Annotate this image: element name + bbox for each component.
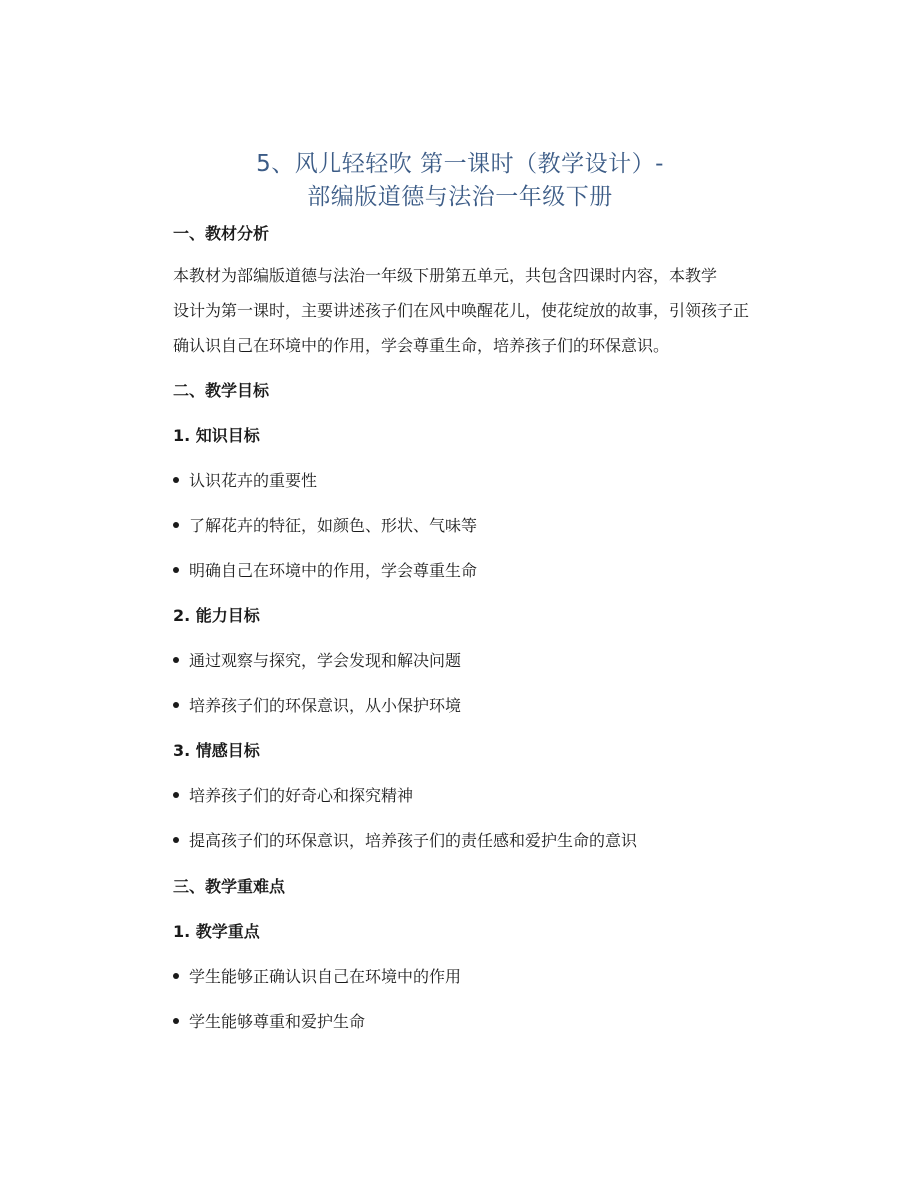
subheading-emotion-goals: 3. 情感目标	[173, 741, 260, 760]
list-item: 培养孩子们的环保意识，从小保护环境	[173, 693, 461, 716]
bullet-icon	[173, 792, 179, 798]
section-heading-materials: 一、教材分析	[173, 224, 270, 243]
list-item: 认识花卉的重要性	[173, 468, 317, 491]
section-heading-key-points: 三、教学重难点	[173, 877, 286, 896]
bullet-icon	[173, 657, 179, 663]
list-item: 通过观察与探究，学会发现和解决问题	[173, 648, 461, 671]
bullet-icon	[173, 702, 179, 708]
bullet-icon	[173, 477, 179, 483]
document-title-line-2: 部编版道德与法治一年级下册	[307, 184, 613, 210]
document-title-line-1: 5、风儿轻轻吹 第一课时（教学设计）-	[256, 151, 664, 177]
bullet-icon	[173, 567, 179, 573]
paragraph-line: 确认识自己在环境中的作用，学会尊重生命，培养孩子们的环保意识。	[173, 336, 670, 355]
section-heading-goals: 二、教学目标	[173, 381, 270, 400]
list-item: 了解花卉的特征，如颜色、形状、气味等	[173, 513, 477, 536]
list-item: 明确自己在环境中的作用，学会尊重生命	[173, 558, 477, 581]
bullet-icon	[173, 837, 179, 843]
bullet-icon	[173, 973, 179, 979]
subheading-teaching-focus: 1. 教学重点	[173, 922, 260, 941]
list-item: 提高孩子们的环保意识，培养孩子们的责任感和爱护生命的意识	[173, 828, 637, 851]
bullet-icon	[173, 522, 179, 528]
list-item: 培养孩子们的好奇心和探究精神	[173, 783, 413, 806]
subheading-ability-goals: 2. 能力目标	[173, 606, 260, 625]
bullet-icon	[173, 1018, 179, 1024]
list-item: 学生能够尊重和爱护生命	[173, 1009, 365, 1032]
subheading-knowledge-goals: 1. 知识目标	[173, 426, 260, 445]
list-item: 学生能够正确认识自己在环境中的作用	[173, 964, 461, 987]
paragraph-line: 本教材为部编版道德与法治一年级下册第五单元，共包含四课时内容，本教学	[173, 266, 718, 285]
paragraph-line: 设计为第一课时，主要讲述孩子们在风中唤醒花儿，使花绽放的故事，引领孩子正	[173, 301, 750, 320]
materials-paragraph	[173, 258, 753, 363]
